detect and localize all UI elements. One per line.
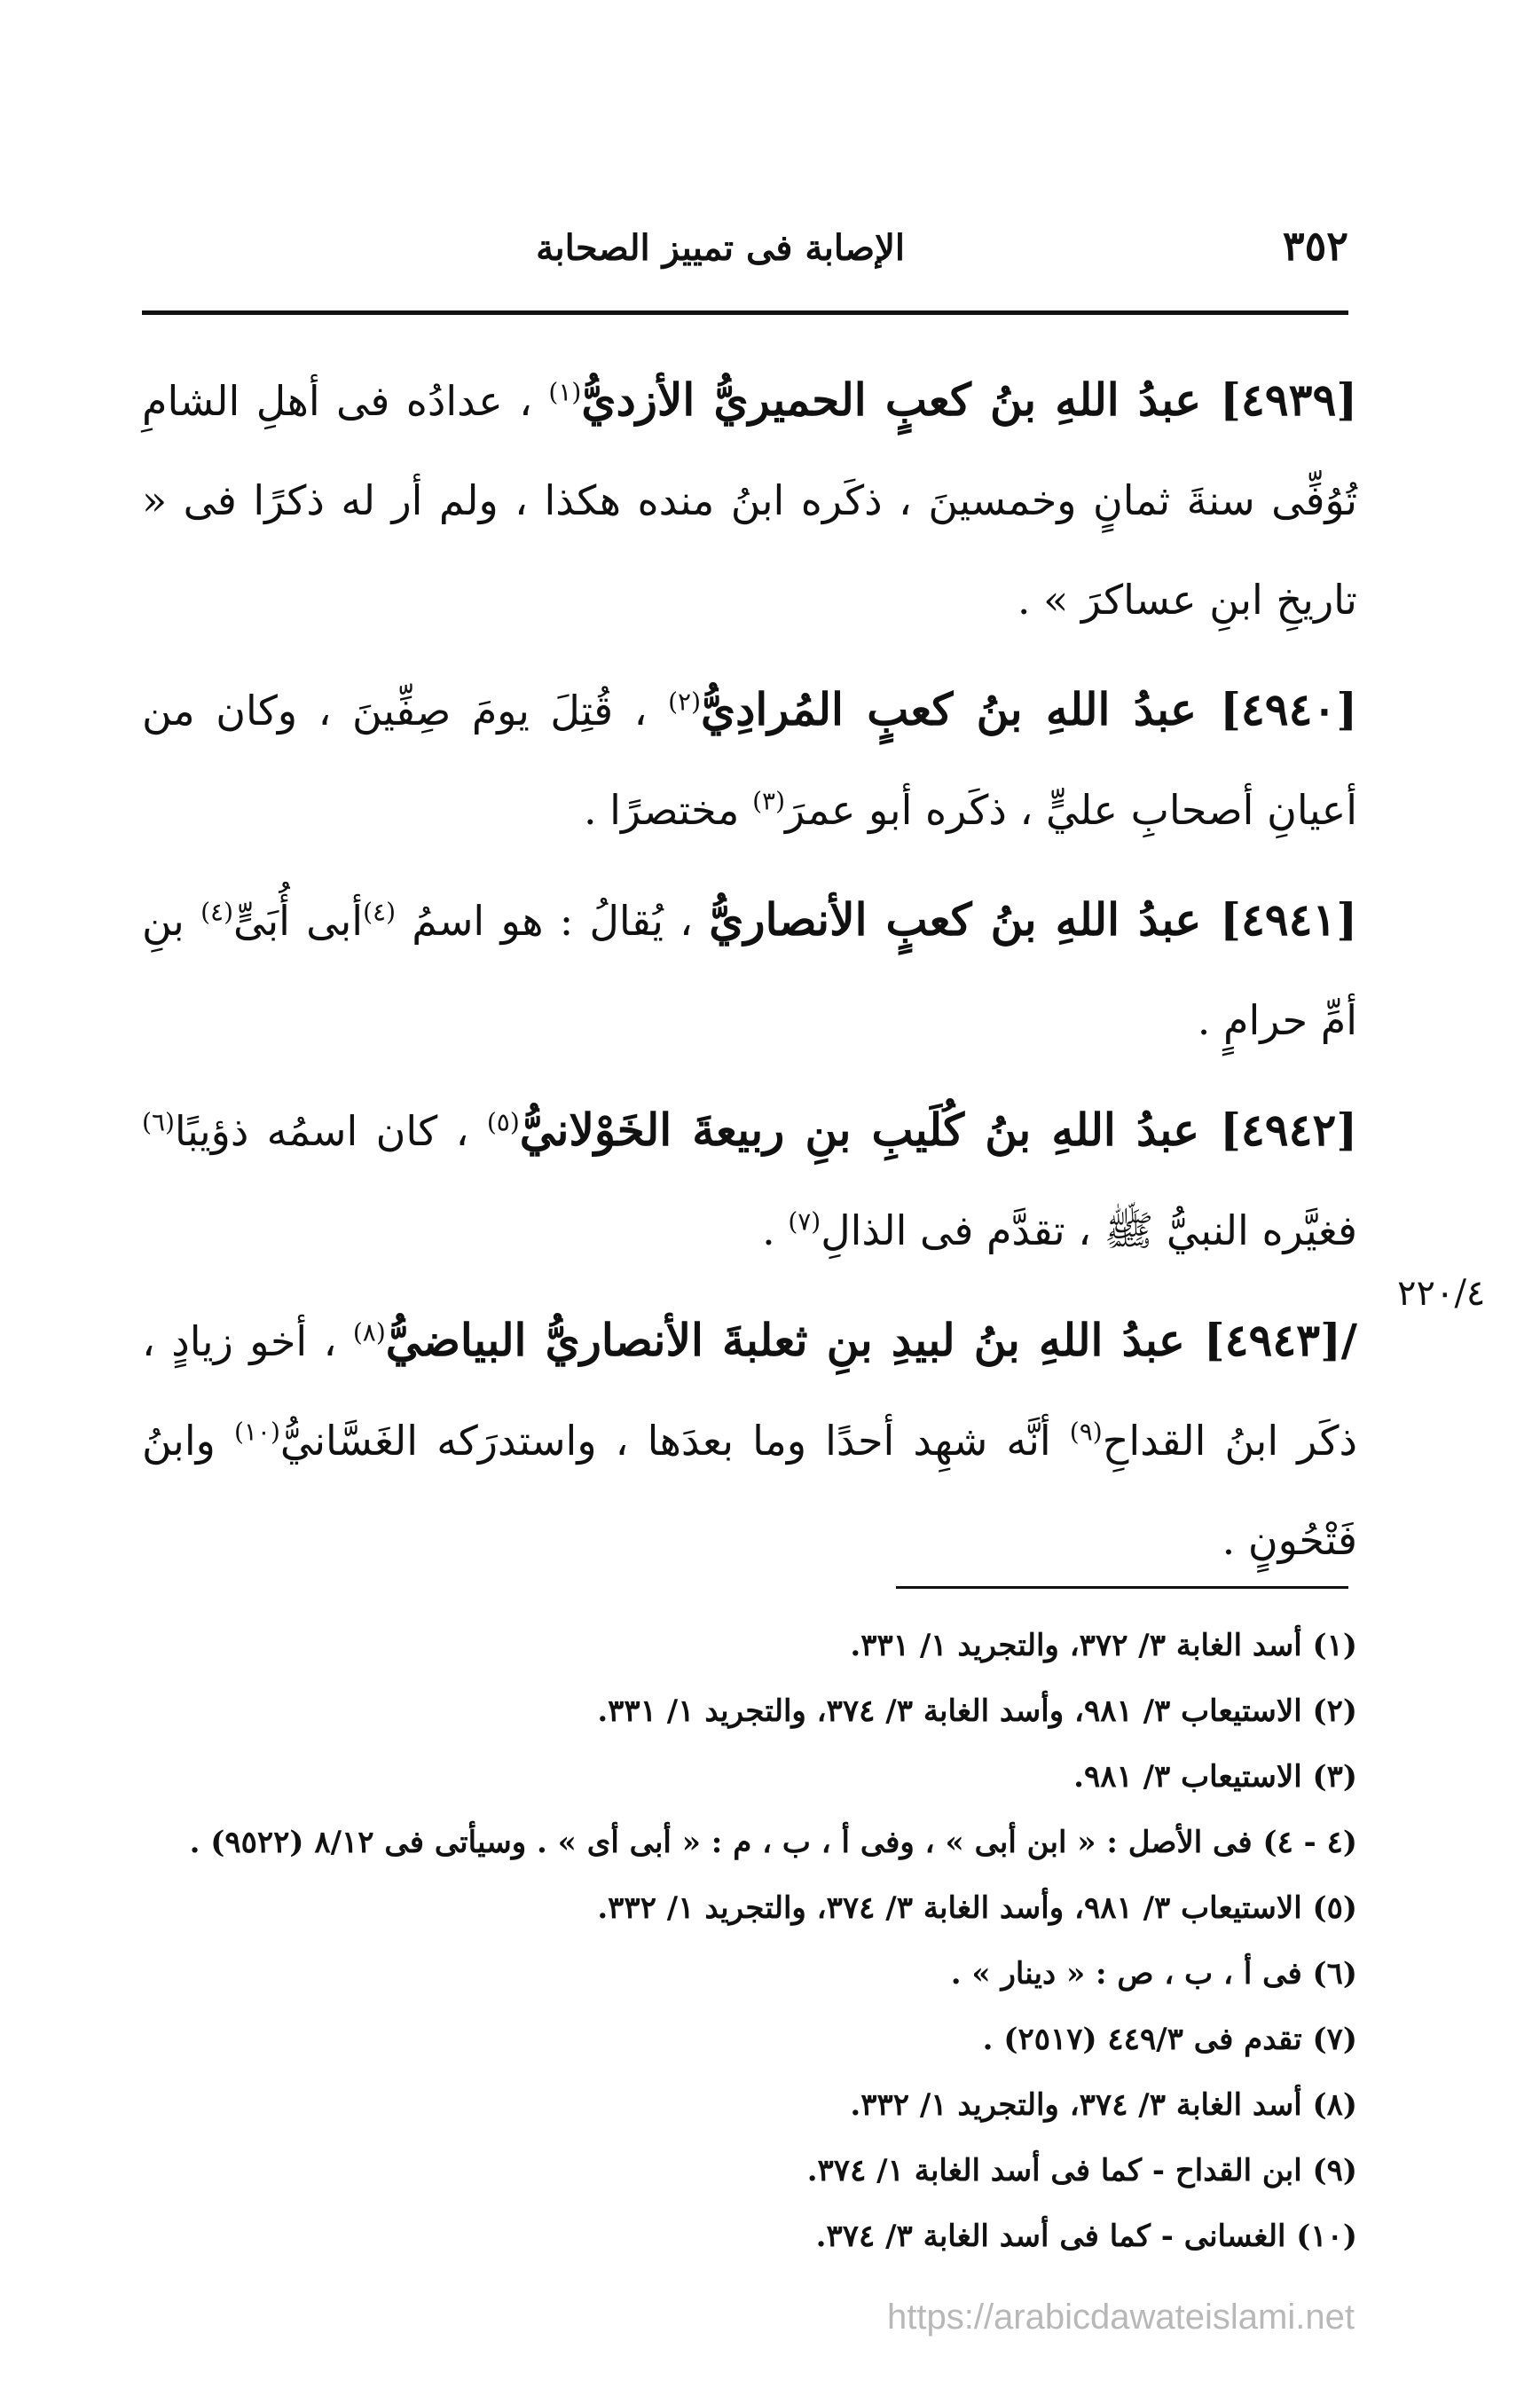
- entry-4941: [142, 870, 1357, 1070]
- running-header: [142, 222, 1348, 284]
- footnote-item: (٦) فى أ ، ب ، ص : « دينار » .: [950, 1956, 1357, 1992]
- footnote-item: (٧) تقدم فى ٤٤٩/٣ (٢٥١٧) .: [982, 2022, 1357, 2057]
- footnote-item: (١٠) الغسانى - كما فى أسد الغابة ٣/ ٣٧٤.: [815, 2219, 1357, 2254]
- entry-body: أنَّه شهِد أحدًا وما بعدَها ، واستدرَكه الغَسَّانيُّ: [279, 1417, 1051, 1465]
- footnote-ref: (٧): [788, 1206, 821, 1237]
- footnote-ref: (٤): [200, 897, 233, 927]
- entry-4939: [142, 350, 1357, 649]
- entry-body: وابنُ فَتْحُونٍ .: [142, 1417, 1357, 1564]
- page-number: ٣٥٢: [1282, 222, 1348, 270]
- entry-heading: /[٤٩٤٣] عبدُ اللهِ بنُ لبيدِ بنِ ثعلبةَ الأنصاريُّ البياضيُّ: [385, 1314, 1357, 1366]
- entry-body: أبى أُبَىٍّ: [233, 897, 364, 945]
- margin-volume-page-note: ٢٢٠/٤: [1397, 1273, 1486, 1314]
- entry-body: ، عدادُه فى أهلِ الشامِ تُوُفِّى سنةَ ثمانٍ وخمسينَ ، ذكَره ابنُ منده هكذا ، ولم أر له ذكرًا فى « تاريخِ ابنِ عساكرَ » .: [142, 377, 1357, 624]
- footnote-ref: (١٠): [233, 1417, 280, 1447]
- footnote-item: (٢) الاستيعاب ٣/ ٩٨١، وأسد الغابة ٣/ ٣٧٤، والتجريد ١/ ٣٣١.: [597, 1693, 1357, 1729]
- entry-body: ، أخو زيادٍ ، ذكَر ابنُ القداحِ: [142, 1317, 1358, 1465]
- entry-body: مختصرًا .: [583, 786, 740, 834]
- entry-body: ، كان اسمُه ذؤيبًا: [174, 1107, 469, 1155]
- footnote-ref: (٩): [1069, 1417, 1103, 1447]
- entry-4940: [142, 660, 1357, 860]
- entry-4943: [142, 1291, 1357, 1590]
- footnote-ref: (٢): [668, 687, 702, 717]
- entry-body: بنِ أمِّ حرامٍ .: [142, 897, 1357, 1044]
- footnote-item: (٣) الاستيعاب ٣/ ٩٨١.: [1073, 1759, 1357, 1795]
- book-title: الإصابة فى تمييز الصحابة: [536, 227, 905, 269]
- footnotes: [142, 1613, 1357, 2269]
- footnote-ref: (١): [548, 377, 582, 407]
- entry-body: .: [762, 1206, 775, 1254]
- footnote-item: (١) أسد الغابة ٣/ ٣٧٢، والتجريد ١/ ٣٣١.: [850, 1628, 1357, 1663]
- footnote-separator: [896, 1586, 1348, 1589]
- footnote-ref: (٥): [486, 1107, 520, 1137]
- watermark-url: https://arabicdawateislami.net: [887, 2298, 1355, 2337]
- footnote-ref: (٣): [752, 786, 785, 816]
- entry-heading: [٤٩٤٠] عبدُ اللهِ بنُ كعبٍ المُرادِيُّ: [701, 683, 1357, 735]
- entry-body: ، يُقالُ : هو اسمُ: [412, 897, 694, 945]
- footnote-item: (٩) ابن القداح - كما فى أسد الغابة ١/ ٣٧٤.: [806, 2153, 1357, 2188]
- header-rule: [142, 310, 1348, 315]
- entry-body: فغيَّره النبيُّ ﷺ ، تقدَّم فى الذالِ: [821, 1206, 1357, 1254]
- footnote-item: (٤ - ٤) فى الأصل : « ابن أبى » ، وفى أ ، ب ، م : « أبى أى » . وسيأتى فى ٨/١٢ (٩٥٢٢) .: [189, 1825, 1357, 1860]
- entry-heading: [٤٩٣٩] عبدُ اللهِ بنُ كعبٍ الحميريُّ الأزديُّ: [581, 373, 1358, 426]
- entry-body: ، قُتِلَ يومَ صِفِّينَ ، وكان من أعيانِ أصحابِ عليٍّ ، ذكَره أبو عمرَ: [142, 687, 1357, 834]
- footnote-ref: (٦): [142, 1107, 175, 1137]
- footnote-item: (٥) الاستيعاب ٣/ ٩٨١، وأسد الغابة ٣/ ٣٧٤، والتجريد ١/ ٣٣٢.: [597, 1890, 1357, 1926]
- footnote-item: (٨) أسد الغابة ٣/ ٣٧٤، والتجريد ١/ ٣٣٢.: [850, 2087, 1357, 2123]
- entry-4942: [142, 1080, 1357, 1280]
- footnote-ref: (٤): [363, 897, 397, 927]
- entry-heading: [٤٩٤١] عبدُ اللهِ بنُ كعبٍ الأنصاريُّ: [709, 893, 1358, 946]
- footnote-ref: (٨): [352, 1317, 386, 1347]
- main-text: [142, 350, 1357, 1600]
- entry-heading: [٤٩٤٢] عبدُ اللهِ بنُ كُلَيبِ بنِ ربيعةَ الخَوْلانيُّ: [519, 1104, 1358, 1156]
